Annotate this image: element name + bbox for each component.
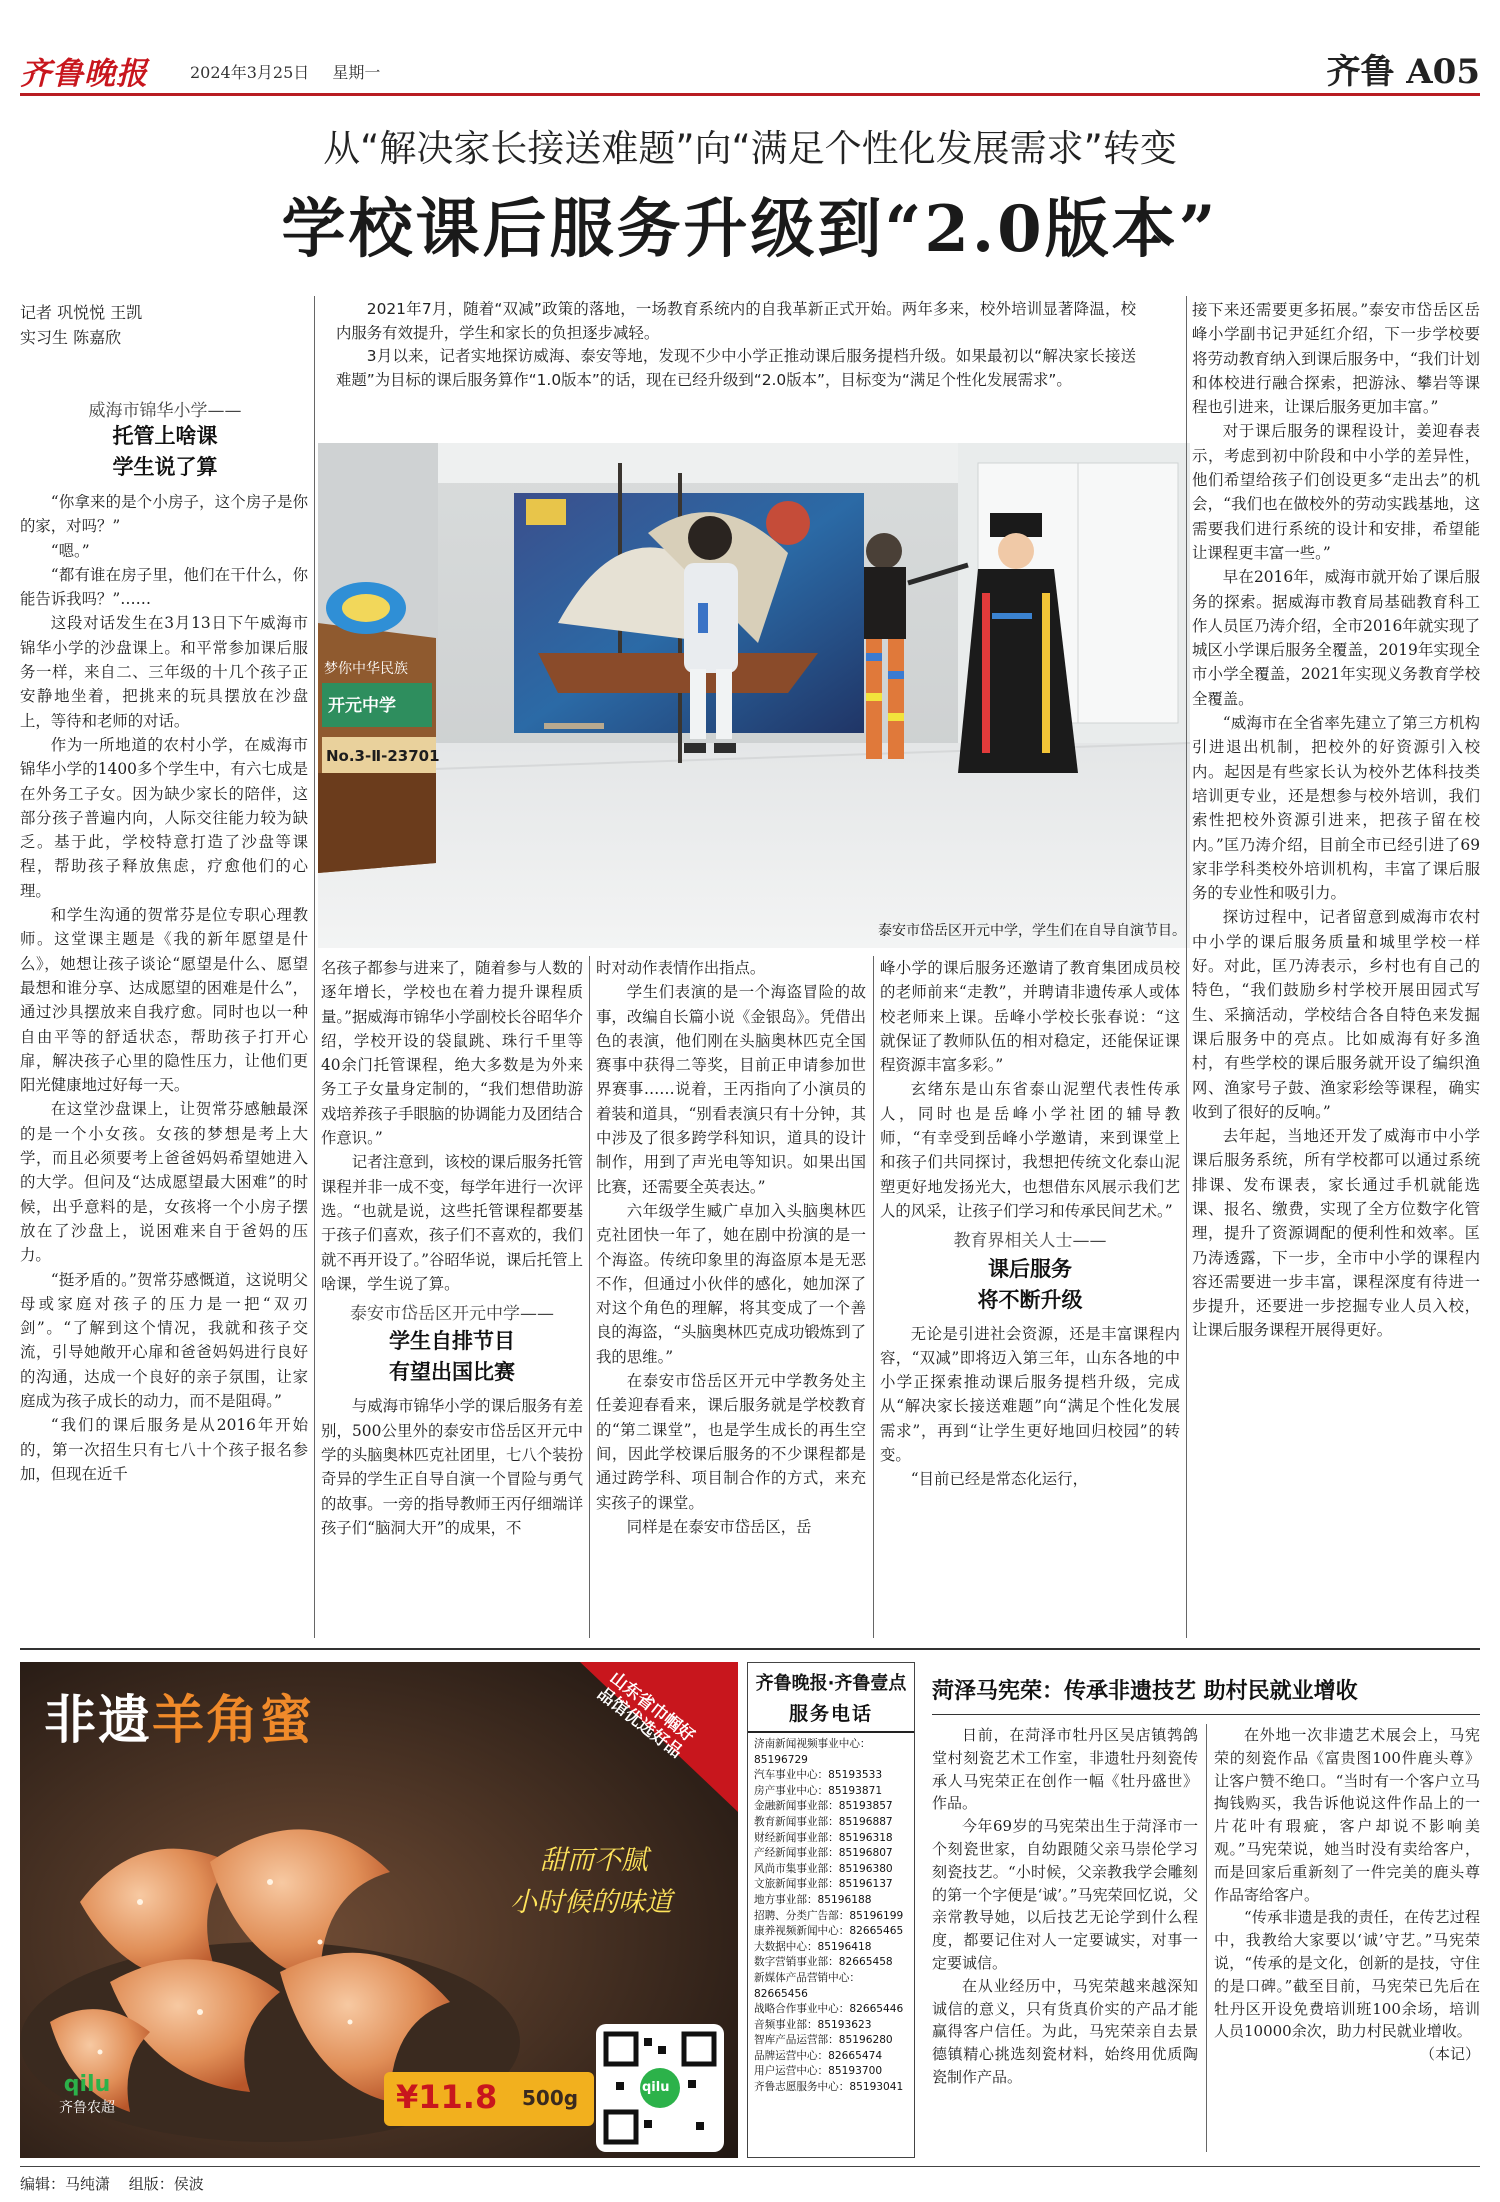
subhead-pre: 威海市锦华小学—— [88,401,242,421]
paragraph: “传承非遗是我的责任，在传艺过程中，我教给大家要以‘诚’守艺。”马宪荣说，“传承的是文化，创新的是技，守住的是口碑。”截至目前，马宪荣已先后在牡丹区开设免费培训班100余场，培训人员10000余次，助力村民就业增收。 [1214,1908,1480,2041]
subhead-weihai [20,396,310,483]
byline-reporters: 记者 巩悦悦 王凯 [20,303,143,322]
paragraph: 同样是在泰安市岱岳区，岳 [626,1517,812,1536]
service-phone-item: 文旅新闻事业部：85196137 [754,1878,893,1891]
article-column-4 [880,956,1180,1636]
price-weight: 500g [522,2086,579,2110]
paragraph: 在泰安市岱岳区开元中学教务处主任姜迎春看来，课后服务就是学校教育的“第二课堂”，也是学生成长的再生空间，因此学校课后服务的不少课程都是通过跨学科、项目制合作的方式，来充实孩子的课堂。 [596,1372,866,1512]
paragraph: 在外地一次非遗艺术展会上，马宪荣的刻瓷作品《富贵图100件鹿头尊》让客户赞不绝口。“当时有一个客户立马掏钱购买，我告诉他说这件作品上的一片花叶有瑕疵，客户却说不影响美观。”马宪荣说，她当时没有卖给客户，而是回家后重新刻了一件完美的鹿头尊作品寄给客户。 [1214,1726,1480,1904]
column-divider [1206,1724,1207,2152]
service-phone-item: 风尚市集事业部：85196380 [754,1862,893,1875]
service-phone-item: 汽车事业中心：85193533 [754,1769,883,1782]
paragraph: “你拿来的是个小房子，这个房子是你的家，对吗？” [20,493,308,536]
subhead-experts [880,1223,1180,1321]
subhead-line2: 有望出国比赛 [389,1360,515,1385]
service-header [748,1663,914,1733]
subhead-taian [321,1296,583,1394]
subhead-line1: 托管上啥课 [112,424,218,448]
paragraph: 名孩子都参与进来了，随着参与人数的逐年增长，学校也在着力提升课程质量。”据威海市锦华小学副校长谷昭华介绍，学校开设的袋鼠跳、珠行千里等40余门托管课程，绝大多数是为外来务工子女量身定制的，“我们想借助游戏培养孩子手眼脑的协调能力及团结合作意识。” [321,959,583,1148]
paragraph: 今年69岁的马宪荣出生于菏泽市一个刻瓷世家，自幼跟随父亲马崇伦学习刻瓷技艺。“小时候，父亲教我学会雕刻的第一个字便是‘诚’。”马宪荣回忆说，父亲常教导她，以后技艺无论学到什么程度，都要记住对人一定要诚实，对事一定要诚信。 [932,1817,1198,1972]
paragraph: 对于课后服务的课程设计，姜迎春表示，考虑到初中阶段和中小学的差异性，他们希望给孩子们创设更多“走出去”的机会，“我们也在做校外的劳动实践基地，这需要我们进行系统的设计和安排，希望能让课程更丰富一些。” [1192,422,1480,562]
price-tag[interactable] [384,2072,594,2126]
newspaper-logo[interactable]: 齐鲁晚报 [20,56,148,92]
paragraph: 学生们表演的是一个海盗冒险的故事，改编自长篇小说《金银岛》。凭借出色的表演，他们刚在头脑奥林匹克全国赛事中获得二等奖，目前正申请参加世界赛事……说着，王丙指向了小演员的着装和道具，“别看表演只有十分钟，其中涉及了很多跨学科知识，道具的设计制作，用到了声光电等知识。如果出国比赛，还需要全英表达。” [596,983,866,1196]
article-heze-column-2 [1214,1724,1480,2152]
page-label: 齐鲁 A05 [1326,52,1480,92]
service-phone-item: 品牌运营中心：82665474 [754,2049,883,2062]
subhead-line1: 课后服务 [988,1256,1072,1281]
service-phone-item: 音频事业部：85193623 [754,2018,872,2031]
paragraph: 日前，在菏泽市牡丹区吴店镇鹁鸽堂村刻瓷艺术工作室，非遗牡丹刻瓷传承人马宪荣正在创作一幅《牡丹盛世》作品。 [932,1726,1198,1813]
masthead [20,40,1480,96]
qr-code[interactable] [596,2024,724,2152]
service-phone-item: 大数据中心：85196418 [754,1940,872,1953]
sign-number-text: No.3-Ⅱ-23701 [326,747,440,765]
paragraph: 作为一所地道的农村小学，在威海市锦华小学的1400多个学生中，有六七成是在外务工子女。因为缺少家长的陪伴，这部分孩子普遍内向，人际交往能力较为缺乏。基于此，学校特意打造了沙盘等课程，帮助孩子释放焦虑，疗愈他们的心理。 [20,735,308,900]
paragraph: 峰小学的课后服务还邀请了教育集团成员校的老师前来“走教”，并聘请非遗传承人或体校老师来上课。岳峰小学校长张春说：“这就保证了教师队伍的相对稳定，还能保证课程资源丰富多彩。” [880,959,1180,1075]
headline-kicker: 从“解决家长接送难题”向“满足个性化发展需求”转变 [323,127,1177,170]
article-heze-column-1 [932,1724,1198,2152]
article-column-5 [1192,298,1480,1636]
column-divider [873,956,874,1638]
photo-illustration [318,443,1190,948]
column-divider [589,956,590,1638]
service-phone-item: 财经新闻事业部：85196318 [754,1831,893,1844]
paragraph: 时对动作表情作出指点。 [596,959,766,977]
paragraph: 探访过程中，记者留意到威海市农村中小学的课后服务质量和城里学校一样好。对此，匡乃涛表示，乡村也有自己的特色，“我们鼓励乡村学校开展田园式写生、采摘活动，学校结合各自特色来发掘课后服务中的亮点。比如威海有好多渔村，有些学校的课后服务就开设了编织渔网、渔家号子鼓、渔家彩绘等课程，确实收到了很好的反响。” [1192,908,1480,1121]
ad-title [44,1678,314,1753]
section-divider [20,1648,1480,1650]
photo-caption: 泰安市岱岳区开元中学，学生们在自导自演节目。 [878,923,1186,939]
service-title-b: 服务电话 [788,1703,873,1725]
paragraph: 记者注意到，该校的课后服务托管课程并非一成不变，每学年进行一次评选。“也就是说，这些托管课程都要基于孩子们喜欢，孩子们不喜欢的，我们就不再开设了。”谷昭华说，课后托管上啥课，学生说了算。 [321,1153,583,1293]
service-phone-item: 教育新闻事业部：85196887 [754,1815,893,1828]
paragraph: “挺矛盾的。”贺常芬感慨道，这说明父母或家庭对孩子的压力是一把“双刃剑”。“了解到这个情况，我就和孩子交流，引导她敞开心扉和爸爸妈妈进行良好的沟通，达成一个良好的亲子氛围，让家庭成为孩子成长的动力，而不是阻碍。” [20,1270,308,1410]
article-column-3 [596,956,866,1636]
service-phone-item: 地方事业部：85196188 [754,1893,872,1906]
paragraph: 无论是引进社会资源，还是丰富课程内容，“双减”即将迈入第三年，山东各地的中小学正探索推动课后服务提档升级，完成从“解决家长接送难题”向“满足个性化发展需求”，再到“让学生更好地回归校园”的转变。 [880,1324,1180,1465]
paragraph: “嗯。” [50,541,90,560]
issue-meta [190,60,398,83]
ad-brand [42,2072,132,2117]
paragraph: 玄绪东是山东省泰山泥塑代表性传承人，同时也是岳峰小学社团的辅导教师，“有幸受到岳峰小学邀请，来到课堂上和孩子们共同探讨，我想把传统文化泰山泥塑更好地发扬光大，也想借东风展示我们艺人的风采，让孩子们学习和传承民间艺术。” [880,1080,1180,1220]
subhead-pre: 泰安市岱岳区开元中学—— [350,1304,554,1325]
service-phone-item: 数字营销事业部：82665458 [754,1956,893,1969]
article-heze-title[interactable]: 菏泽马宪荣：传承非遗技艺 助村民就业增收 [932,1679,1358,1704]
service-phone-list [748,1733,914,2100]
paragraph: 在这堂沙盘课上，让贺常芬感触最深的是一个小女孩。女孩的梦想是考上大学，而且必须要考上爸爸妈妈希望她进入的大学。但问及“达成愿望最大困难”的时候，出乎意料的是，女孩将一个小房子摆放在了沙盘上，说困难来自于爸妈的压力。 [20,1100,308,1265]
advertisement[interactable] [20,1662,738,2158]
ad-title-b: 羊角蜜 [152,1691,315,1751]
ad-slogan-1: 甜而不腻 [540,1845,648,1876]
subhead-line2: 学生说了算 [112,455,218,479]
service-phone-item: 康养视频新闻中心：82665465 [754,1925,904,1938]
article-note: （本记） [1419,2045,1480,2064]
page-footer [20,2166,1480,2194]
service-phone-item: 战略合作事业中心：82665446 [754,2003,904,2016]
article-heze [932,1662,1480,2158]
qr-center-label: qilu [642,2080,670,2095]
footer-layout: 组版：侯波 [128,2175,204,2193]
footer-editor: 编辑：马纯潇 [20,2175,111,2193]
ad-slogan-2: 小时候的味道 [510,1887,672,1918]
ad-brand-name: qilu [63,2072,111,2097]
paragraph: “我们的课后服务是从2016年开始的，第一次招生只有七八十个孩子报名参加，但现在近千 [20,1416,308,1483]
column-divider [314,296,315,1638]
paragraph: 去年起，当地还开发了威海市中小学课后服务系统，所有学校都可以通过系统排课、发布课表，家长通过手机就能选课、报名、缴费，实现了全方位数字化管理，提升了资源调配的便利性和效率。匡乃涛透露，下一步，全市中小学的课程内容还需要进一步丰富，课程深度有待进一步提升，还要进一步挖掘专业人员入校，让课后服务课程开展得更好。 [1192,1127,1480,1340]
service-phone-item: 新媒体产品营销中心：82665456 [754,1971,860,2000]
byline [20,300,308,350]
title-rule [932,1714,1480,1715]
service-phone-item: 济南新闻视频事业中心：85196729 [754,1738,871,1766]
subhead-line2: 将不断升级 [977,1287,1083,1312]
paragraph: 这段对话发生在3月13日下午威海市锦华小学的沙盘课上。和平常参加课后服务一样，来自二、三年级的十几个孩子正安静地坐着，把挑来的玩具摆放在沙盘上，等待和老师的对话。 [20,614,308,730]
subhead-pre: 教育界相关人士—— [953,1231,1107,1252]
price-value: ¥11.8 [396,2078,498,2116]
paragraph: 与威海市锦华小学的课后服务有差别，500公里外的泰安市岱岳区开元中学的头脑奥林匹克社团里，七八个装扮奇异的学生正自导自演一个冒险与勇气的故事。一旁的指导教师王丙仔细端详孩子们“脑洞大开”的成果，不 [321,1397,583,1537]
service-phone-item: 用户运营中心：85193700 [754,2065,883,2078]
article-photo[interactable] [318,443,1190,948]
paragraph: 和学生沟通的贺常芬是位专职心理教师。这堂课主题是《我的新年愿望是什么》，她想让孩子谈论“愿望是什么、愿望最想和谁分享、达成愿望的困难是什么”，通过沙具摆放来自我疗愈。同时也以一种自由平等的舒适状态，帮助孩子打开心扉，解决孩子心里的隐性压力，让他们更阳光健康地过好每一天。 [20,906,308,1095]
issue-date: 2024年3月25日 [190,63,310,82]
byline-intern: 实习生 陈嘉欣 [20,328,122,347]
intro-paragraph: 3月以来，记者实地探访威海、泰安等地，发现不少中小学正推动课后服务提档升级。如果最初以“解决家长接送难题”为目标的课后服务算作“1.0版本”的话，现在已经升级到“2.0版本”，目标变为“满足个性化发展需求”。 [336,347,1136,389]
article-intro [336,298,1136,392]
service-phone-box [747,1662,915,2158]
paragraph: “威海市在全省率先建立了第三方机构引进退出机制，把校外的好资源引入校内。起因是有些家长认为校外艺体科技类培训更专业，还是想参与校外培训，我们索性把校外资源引进来，把孩子留在校内。”匡乃涛介绍，目前全市已经引进了69家非学科类校外培训机构，丰富了课后服务的专业性和吸引力。 [1192,714,1480,903]
ad-brand-sub: 齐鲁农超 [59,2100,115,2116]
subhead-line1: 学生自排节目 [389,1329,515,1354]
service-phone-item: 智库产品运营部：85196280 [754,2034,893,2047]
paragraph: “都有谁在房子里，他们在干什么，你能告诉我吗？”…… [20,565,308,609]
ad-banner: 山东省巾帼好品馆优选好品 [593,1668,699,1763]
service-phone-item: 招聘、分类广告部：85196199 [754,1909,904,1922]
paragraph: 六年级学生臧广卓加入头脑奥林匹克社团快一年了，她在剧中扮演的是一个海盗。传统印象里的海盗原本是无恶不作，但通过小伙伴的感化，她加深了对这个角色的理解，将其变成了一个善良的海盗，“头脑奥林匹克成功锻炼到了我的思维。” [596,1201,866,1366]
page-title[interactable]: 学校课后服务升级到“2.0版本” [281,192,1219,267]
service-title-a: 齐鲁晚报·齐鲁壹点 [755,1673,907,1694]
issue-weekday: 星期一 [332,63,381,82]
paragraph: 在从业经历中，马宪荣越来越深知诚信的意义，只有货真价实的产品才能赢得客户信任。为此，马宪荣亲自去景德镇精心挑选刻瓷材料，始终用优质陶瓷制作产品。 [932,1976,1198,2086]
service-phone-item: 房产事业中心：85193871 [754,1784,883,1797]
sign-school-text: 开元中学 [328,696,396,716]
paragraph: “目前已经是常态化运行， [910,1470,1088,1489]
intro-paragraph: 2021年7月，随着“双减”政策的落地，一场教育系统内的自我革新正式开始。两年多来，校外培训显著降温，校内服务有效提升，学生和家长的负担逐步减轻。 [336,300,1136,342]
article-column-2 [321,956,583,1636]
service-phone-item: 产经新闻事业部：85196807 [754,1847,893,1860]
ad-title-a: 非遗 [44,1691,153,1751]
paragraph: 早在2016年，威海市就开始了课后服务的探索。据威海市教育局基础教育科工作人员匡乃涛介绍，全市2016年就实现了城区小学课后服务全覆盖，2019年实现全市小学全覆盖，2021年实现义务教育学校全覆盖。 [1192,568,1480,708]
sign-top-text: 梦你中华民族 [324,661,408,677]
service-phone-item: 齐鲁志愿服务中心：85193041 [754,2081,904,2094]
service-phone-item: 金融新闻事业部：85193857 [754,1800,893,1813]
column-divider [1186,296,1187,1638]
paragraph: 接下来还需要更多拓展。”泰安市岱岳区岳峰小学副书记尹延红介绍，下一步学校要将劳动教育纳入到课后服务中，“我们计划和体校进行融合探索，把游泳、攀岩等课程也引进来，让课后服务更加丰富。” [1192,301,1480,417]
article-column-1 [20,490,308,1636]
